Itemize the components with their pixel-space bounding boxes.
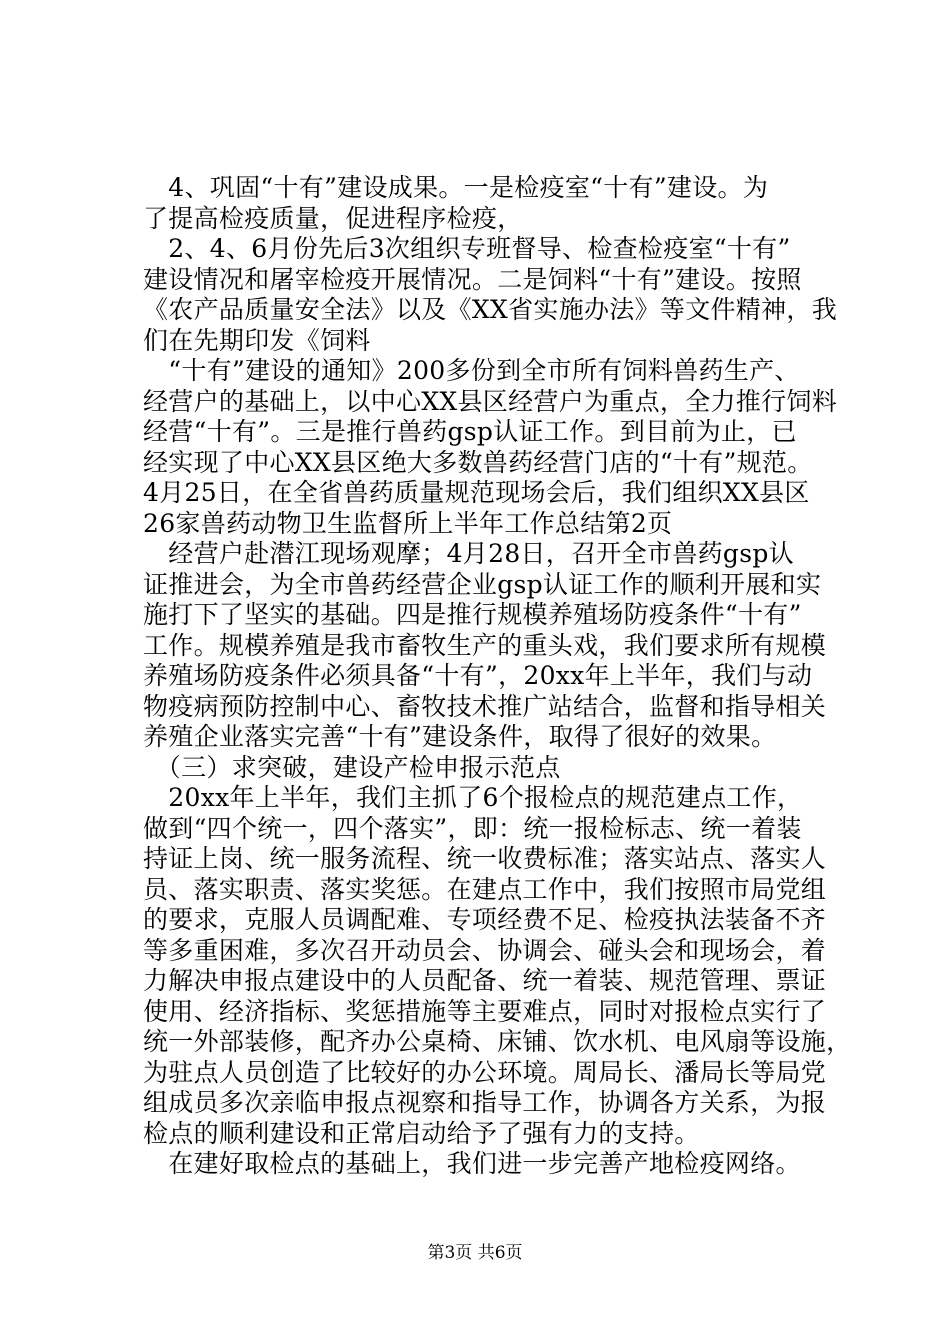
text-line: 为驻点人员创造了比较好的办公环境。周局长、潘局长等局党 [143, 1057, 827, 1087]
text-line: 员、落实职责、落实奖惩。在建点工作中，我们按照市局党组 [143, 874, 827, 904]
text-line: 证推进会，为全市兽药经营企业gsp认证工作的顺利开展和实 [143, 569, 822, 599]
page-footer: 第3页 共6页 [427, 1243, 523, 1263]
text-line: 经营“十有”。三是推行兽药gsp认证工作。到目前为止，已 [143, 417, 797, 446]
document-body [143, 173, 863, 1180]
text-line: （三）求突破，建设产检申报示范点 [143, 752, 561, 782]
text-line: 建设情况和屠宰检疫开展情况。二是饲料“十有”建设。按照 [143, 264, 802, 294]
text-line: 检点的顺利建设和正常启动给予了强有力的支持。 [143, 1118, 700, 1148]
text-line: 们在先期印发《饲料 [143, 325, 371, 355]
text-line: 20xx年上半年，我们主抓了6个报检点的规范建点工作， [143, 783, 803, 812]
text-line: 物疫病预防控制中心、畜牧技术推广站结合，监督和指导相关 [143, 691, 827, 721]
text-line: 26家兽药动物卫生监督所上半年工作总结第2页 [143, 508, 673, 538]
text-line: 4月25日，在全省兽药质量规范现场会后，我们组织XX县区 [143, 478, 810, 507]
text-line: 在建好取检点的基础上，我们进一步完善产地检疫网络。 [143, 1149, 801, 1178]
text-line: 施打下了坚实的基础。四是推行规模养殖场防疫条件“十有” [143, 600, 802, 629]
text-line: 统一外部装修，配齐办公桌椅、床铺、饮水机、电风扇等设施， [143, 1027, 852, 1056]
text-line: 经营户的基础上，以中心XX县区经营户为重点，全力推行饲料 [143, 386, 837, 416]
text-line: 力解决申报点建设中的人员配备、统一着装、规范管理、票证 [143, 966, 827, 995]
text-line: 《农产品质量安全法》以及《XX省实施办法》等文件精神，我 [143, 295, 837, 324]
text-line: 使用、经济指标、奖惩措施等主要难点，同时对报检点实行了 [143, 996, 827, 1026]
text-line: 工作。规模养殖是我市畜牧生产的重头戏，我们要求所有规模 [143, 630, 827, 660]
text-line: 组成员多次亲临申报点视察和指导工作，协调各方关系，为报 [143, 1088, 827, 1117]
text-line: 2、4、6月份先后3次组织专班督导、检查检疫室“十有” [143, 234, 791, 263]
text-line: 养殖企业落实完善“十有”建设条件，取得了很好的效果。 [143, 722, 777, 751]
text-line: 4、巩固“十有”建设成果。一是检疫室“十有”建设。为 [143, 173, 769, 202]
text-line: 了提高检疫质量，促进程序检疫， [143, 203, 523, 233]
text-line: 经实现了中心XX县区绝大多数兽药经营门店的“十有”规范。 [143, 447, 813, 477]
text-line: 等多重困难，多次召开动员会、协调会、碰头会和现场会，着 [143, 935, 827, 965]
text-line: 持证上岗、统一服务流程、统一收费标准；落实站点、落实人 [143, 844, 827, 873]
text-line: 做到“四个统一，四个落实”，即：统一报检标志、统一着装 [143, 813, 802, 843]
text-line: “十有”建设的通知》200多份到全市所有饲料兽药生产、 [143, 356, 800, 385]
text-line: 的要求，克服人员调配难、专项经费不足、检疫执法装备不齐 [143, 905, 827, 934]
text-line: 养殖场防疫条件必须具备“十有”，20xx年上半年，我们与动 [143, 661, 813, 690]
text-line: 经营户赴潜江现场观摩；4月28日，召开全市兽药gsp认 [143, 539, 794, 568]
